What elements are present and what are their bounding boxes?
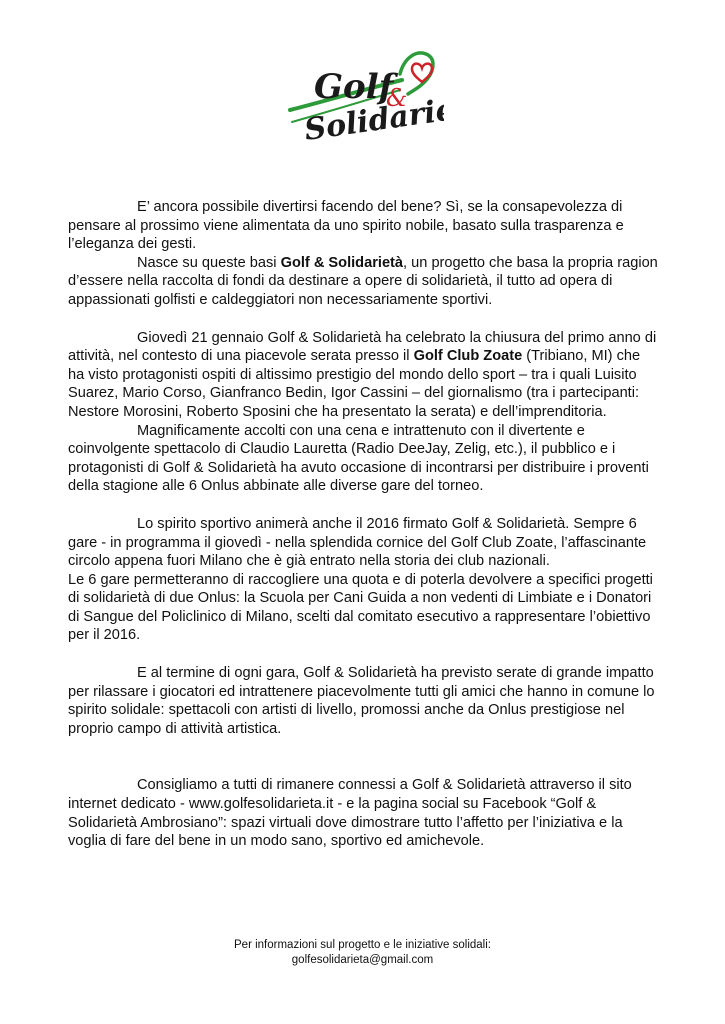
venue-name-bold: Golf Club Zoate [413, 348, 523, 365]
logo-graphic [282, 40, 444, 152]
footer-info-text: Per informazioni sul progetto e le iniziative solidali: [234, 939, 491, 951]
article-body [68, 198, 658, 851]
paragraph-dinner: Magnificamente accolti con una cena e intrattenuto con il divertente e coinvolgente spettacolo di Claudio Lauretta (Radio DeeJay, Zelig, etc.), il pubblico e i protagonisti di Golf & Solidarietà ha avuto occasione di incontrarsi per distribuire i proventi della stagione alle 6 Onlus abbinate alle diverse gare del torneo. [68, 422, 649, 495]
logo-text-golf: Golf [314, 67, 394, 107]
paragraph-event: Giovedì 21 gennaio Golf & Solidarietà ha celebrato la chiusura del primo anno di attività, nel contesto di una piacevole serata presso il Golf Club Zoate (Tribiano, MI) che ha visto protagonisti ospiti di altissimo prestigio del mondo dello sport – tra i quali Luisito Suarez, Mario Corso, Gianfranco Bedin, Igor Cassini – del giornalismo (tra i partecipanti: Nestore Morosini, Roberto Sposini che ha presentato la serata) e dell’imprenditoria. [68, 329, 657, 420]
paragraph-2016: Lo spirito sportivo animerà anche il 2016 firmato Golf & Solidarietà. Sempre 6 gare - in programma il giovedì - nella splendida cornice del Golf Club Zoate, l’affascinante circolo appena fuori Milano che è già entrato nella storia dei club nazionali. [68, 515, 647, 570]
paragraph-serate: E al termine di ogni gara, Golf & Solidarietà ha previsto serate di grande impatto per rilassare i giocatori ed intrattenere piacevolmente tutti gli amici che hanno in comune lo spirito solidale: spettacoli con artisti di livello, promossi anche da Onlus prestigiose nel proprio campo di attività artistica. [68, 665, 655, 737]
golf-solidarieta-logo [282, 40, 444, 152]
paragraph-onlus: Le 6 gare permetteranno di raccogliere una quota e di poterla devolvere a specifici progetti di solidarietà di due Onlus: la Scuola per Cani Guida a non vedenti di Limbiate e i Donatori di Sangue del Policlinico di Milano, scelti dal comitato esecutivo a rappresentare l’obiettivo per il 2016. [68, 571, 653, 644]
logo-text-amp: & [386, 84, 408, 112]
paragraph-contacts: Consigliamo a tutti di rimanere connessi a Golf & Solidarietà attraverso il sito internet dedicato - www.golfesolidarieta.it - e la pagina social su Facebook “Golf & Solidarietà Ambrosiano”: spazi virtuali dove dimostrare tutto l’affetto per l’iniziativa e la voglia di fare del bene in un modo sano, sportivo ed amichevole. [68, 777, 632, 850]
brand-name-bold: Golf & Solidarietà [280, 254, 404, 271]
paragraph-intro: E’ ancora possibile divertirsi facendo del bene? Sì, se la consapevolezza di pensare al prossimo viene alimentata da uno spirito nobile, basato sulla trasparenza e l’eleganza dei gesti. [68, 199, 624, 253]
logo-text-solidarieta: Solidarietà [302, 87, 444, 148]
footer [0, 938, 725, 967]
paragraph-origins: Nasce su queste basi Golf & Solidarietà, un progetto che basa la propria ragion d’essere nella raccolta di fondi da destinare a opere di solidarietà, il tutto ad opera di appassionati golfisti e caldeggiatori non necessariamente sportivi. [68, 254, 658, 308]
footer-email: golfesolidarieta@gmail.com [291, 953, 434, 966]
